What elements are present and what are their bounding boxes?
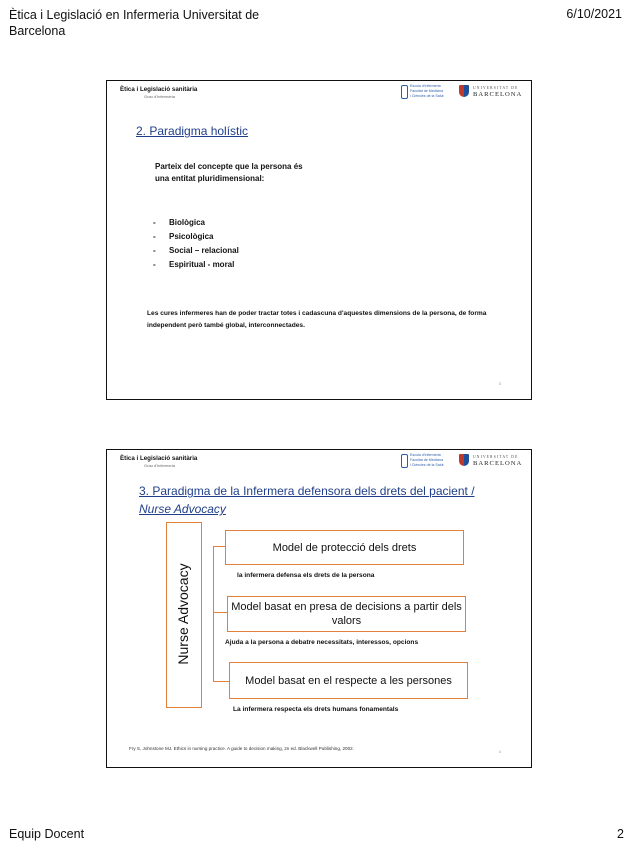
university-logo: UNIVERSITAT DE BARCELONA bbox=[459, 454, 529, 472]
model-box-decisions: Model basat en presa de decisions a partir dels valors bbox=[227, 596, 466, 632]
list-item: - Social – relacional bbox=[153, 246, 239, 255]
nursing-school-logo-icon bbox=[401, 454, 408, 468]
connector-line bbox=[213, 546, 225, 547]
slide-course-title: Ètica i Legislació sanitària bbox=[120, 86, 198, 93]
document-header-date: 6/10/2021 bbox=[566, 7, 622, 21]
dimension-list bbox=[153, 216, 239, 272]
slide-heading: 3. Paradigma de la Infermera defensora dels drets del pacient / bbox=[139, 484, 475, 498]
list-item: - Biològica bbox=[153, 218, 206, 227]
slide-page-number: 4 bbox=[498, 749, 501, 754]
university-logo: UNIVERSITAT DE BARCELONA bbox=[459, 85, 529, 103]
slide-4 bbox=[106, 449, 532, 768]
slide-course-subtitle: Grau d'Infermeria bbox=[144, 94, 175, 99]
model-description: Ajuda a la persona a debatre necessitats, interessos, opcions bbox=[225, 639, 419, 646]
nursing-school-logo-icon bbox=[401, 85, 408, 99]
slide-paragraph: Les cures infermeres han de poder tractar totes i cadascuna d'aquestes dimensions de la persona, de forma independent però també global, interconnectades. bbox=[147, 310, 487, 330]
slide-intro-text: Parteix del concepte que la persona és una entitat pluridimensional: bbox=[155, 162, 303, 184]
slide-heading-subtitle: Nurse Advocacy bbox=[139, 502, 226, 516]
document-header-title: Ètica i Legislació en Infermeria Universitat de Barcelona bbox=[9, 8, 260, 38]
slide-3 bbox=[106, 80, 532, 400]
list-item: - Espiritual - moral bbox=[153, 260, 235, 269]
nursing-school-logo: Escola d'Infermeria Facultat de Medicina i Ciències de la Salut bbox=[401, 84, 453, 106]
document-page-number: 2 bbox=[617, 827, 624, 841]
connector-line bbox=[213, 681, 229, 682]
model-box-protection: Model de protecció dels drets bbox=[225, 530, 464, 565]
slide-heading: 2. Paradigma holístic bbox=[136, 124, 249, 138]
nurse-advocacy-label: Nurse Advocacy bbox=[175, 563, 191, 665]
model-box-respect: Model basat en el respecte a les persones bbox=[229, 662, 468, 699]
document-footer-author: Equip Docent bbox=[9, 827, 85, 841]
university-shield-icon bbox=[459, 85, 469, 97]
slide-course-title: Ètica i Legislació sanitària bbox=[120, 455, 198, 462]
nursing-school-logo: Escola d'Infermeria Facultat de Medicina i Ciències de la Salut bbox=[401, 453, 453, 475]
slide-page-number: 3 bbox=[498, 381, 501, 386]
university-shield-icon bbox=[459, 454, 469, 466]
bibliographic-reference: Fry S, Johnstone MJ. Ethics in nursing practice. A guide to decision making, 2n ed. Blackwell Publishing, 2002. bbox=[129, 746, 354, 751]
slide-course-subtitle: Grau d'Infermeria bbox=[144, 463, 175, 468]
model-description: La infermera respecta els drets humans fonamentals bbox=[233, 706, 399, 713]
model-description: la infermera defensa els drets de la persona bbox=[237, 572, 375, 579]
connector-line bbox=[213, 546, 214, 681]
list-item: - Psicològica bbox=[153, 232, 214, 241]
connector-line bbox=[213, 612, 227, 613]
